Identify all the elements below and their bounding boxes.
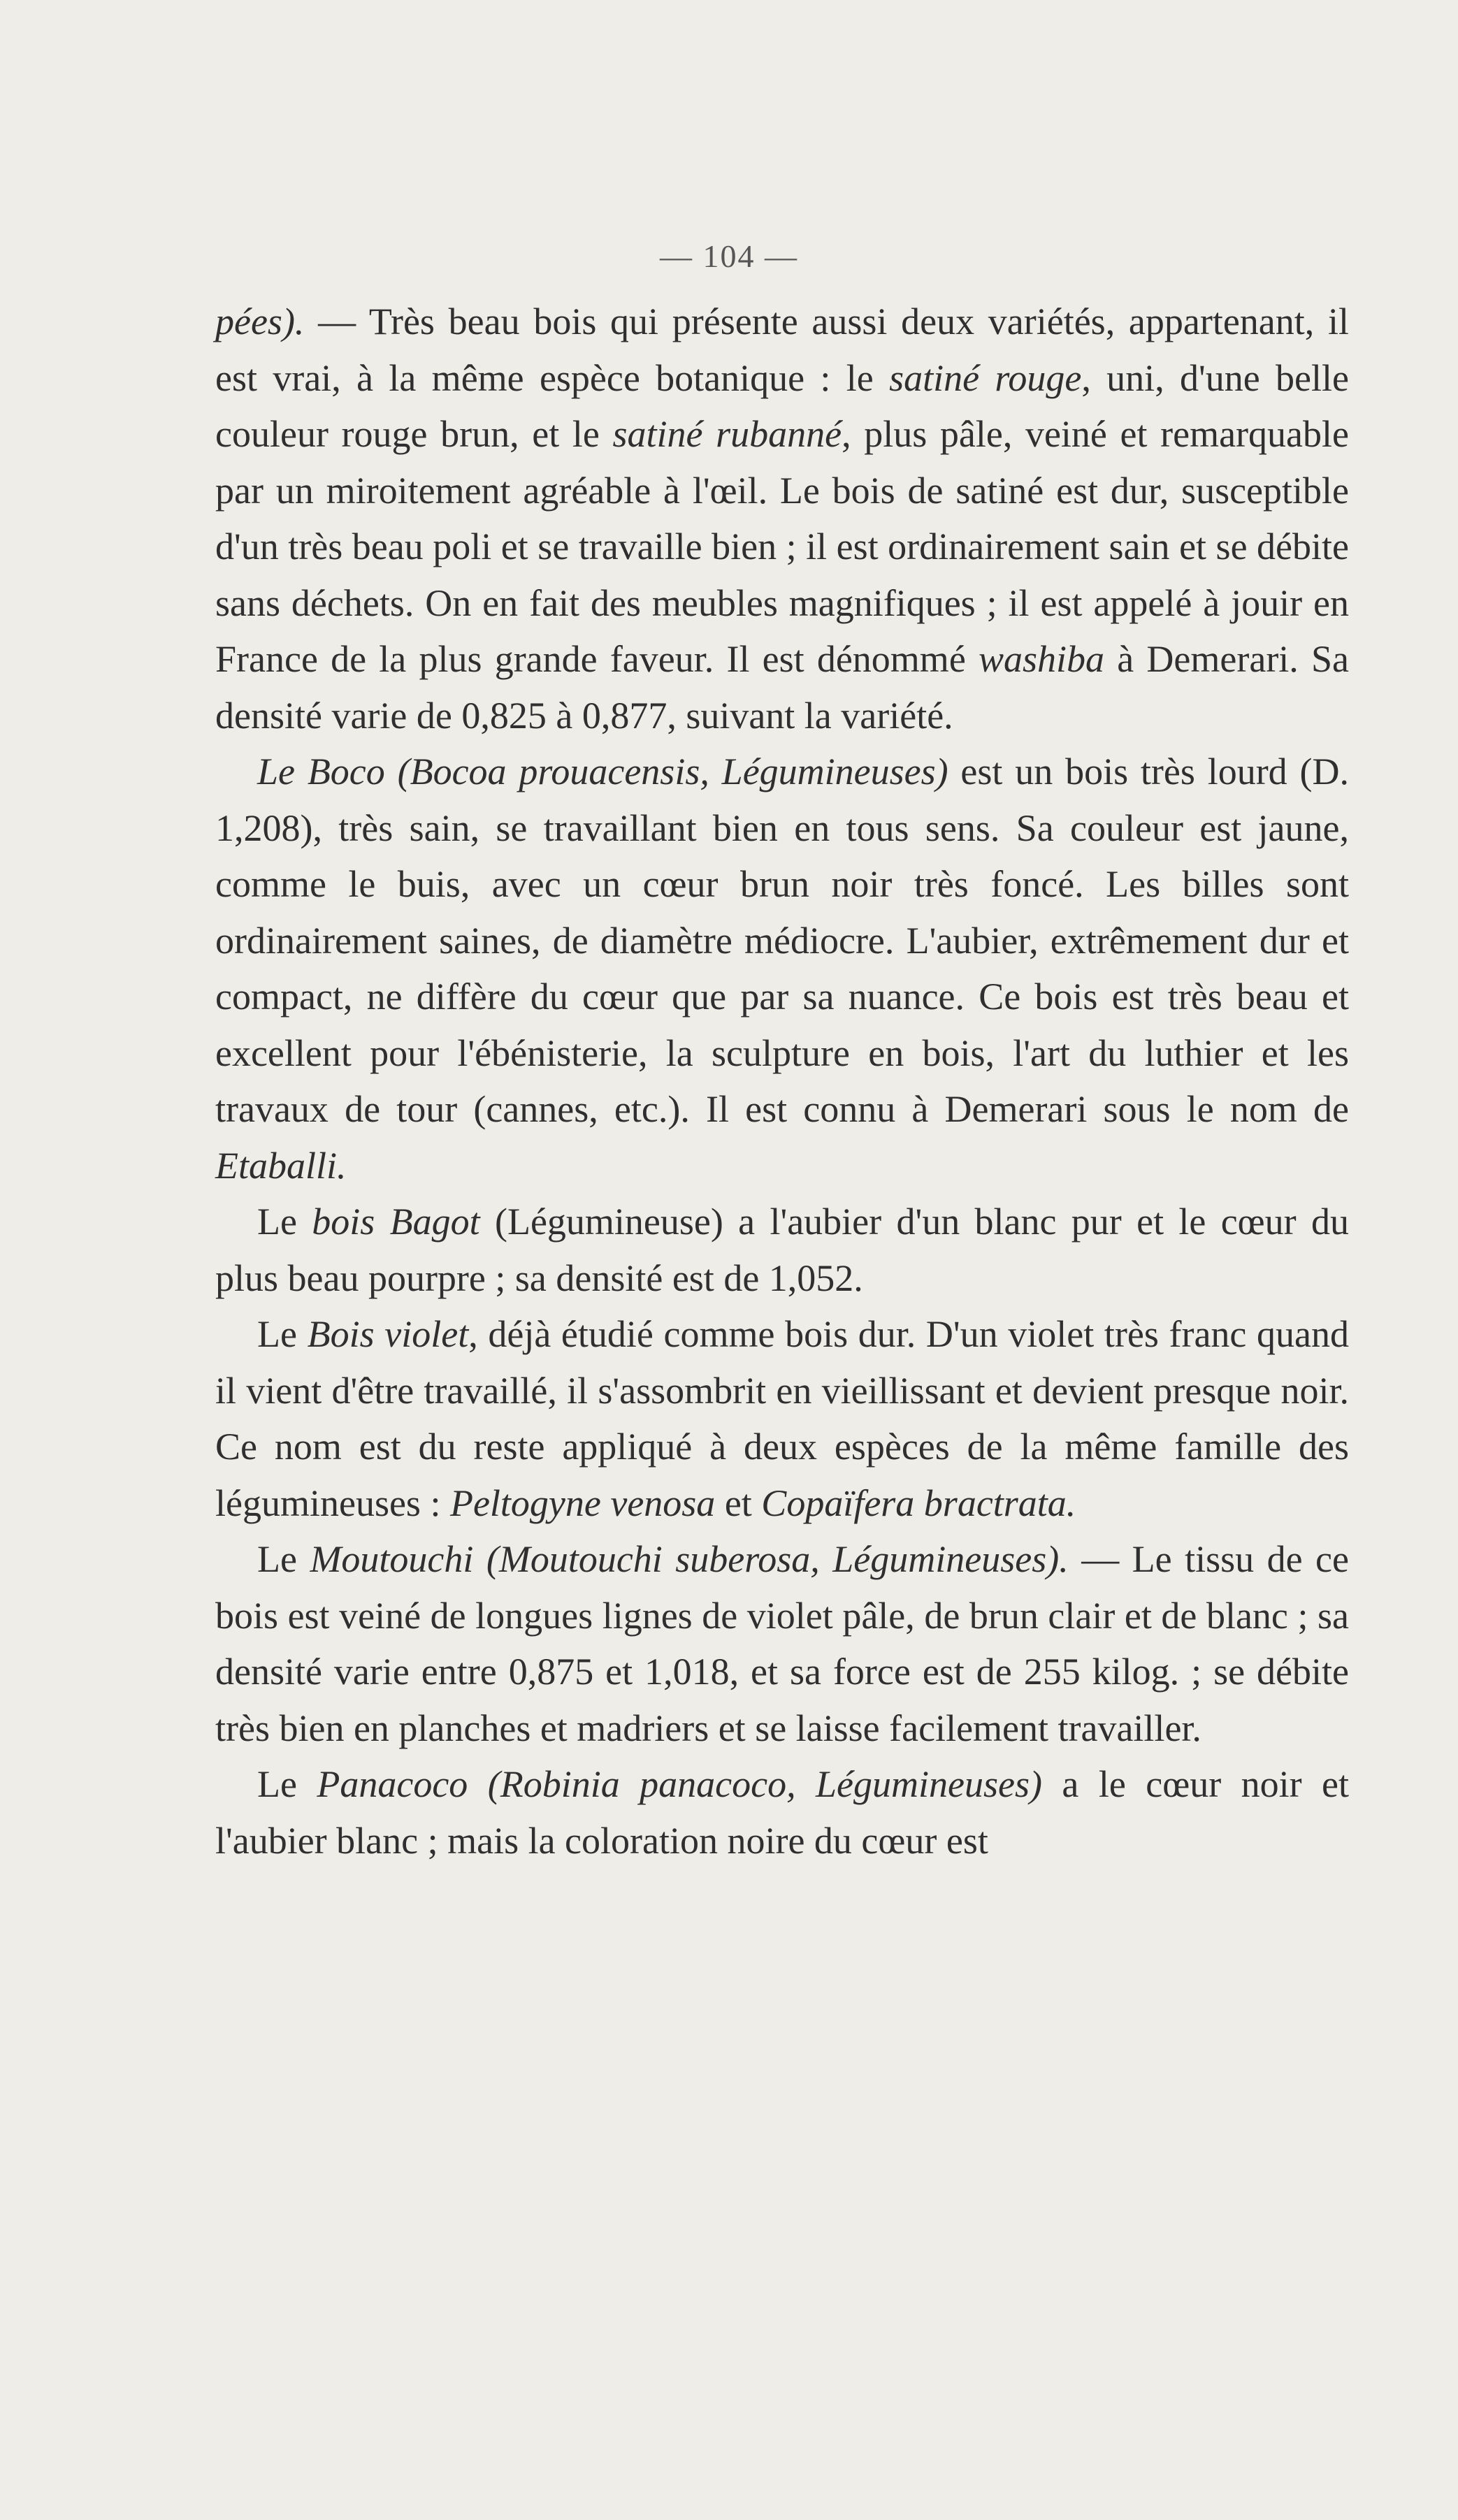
text-run: est un bois très lourd (D. 1,208), très sain, se travaillant bien en tous sens. Sa couleur est jaune, comme le buis, avec un cœur brun noir très foncé. Les billes sont ordinairement saines, de diamètre médiocre. L'aubier, extrêmement dur et compact, ne diffère du cœur que par sa nuance. Ce bois est très beau et excellent pour l'ébénisterie, la sculpture en bois, l'art du luthier et les travaux de tour (cannes, etc.). Il est connu à Demerari sous le nom de — [215, 751, 1349, 1130]
italic-term: Moutouchi (Moutouchi suberosa, Légumineuses). — [310, 1538, 1069, 1580]
text-run: Le — [257, 1538, 310, 1580]
text-run: à Demerari. Sa densité varie de 0,825 à 0,877, suivant la variété. — [215, 638, 1350, 737]
text-run: et — [715, 1482, 762, 1524]
text-run: — Très beau bois qui présente aussi deux variétés, appartenant, il est vrai, à la même espèce botanique : le — [215, 300, 1349, 399]
text-run: (Légumineuse) a l'aubier d'un blanc pur et le cœur du plus beau pourpre ; sa densité est de 1,052. — [215, 1201, 1349, 1299]
page-number: — 104 — — [660, 238, 798, 274]
italic-term: Peltogyne venosa — [449, 1482, 716, 1524]
italic-term: Le Boco (Bocoa prouacensis, Légumineuses) — [257, 751, 948, 792]
text-run: Le — [257, 1313, 308, 1355]
paragraph-boco — [215, 744, 1349, 1194]
italic-term: Etaballi. — [215, 1144, 347, 1187]
text-run: Le — [257, 1763, 317, 1805]
text-run: — Le tissu de ce bois est veiné de longues lignes de violet pâle, de brun clair et de blanc ; sa densité varie entre 0,875 et 1,018, et sa force est de 255 kilog. ; se débite très bien en planches et madriers et se laisse facilement travailler. — [215, 1538, 1349, 1749]
text-run: Le — [257, 1201, 312, 1243]
italic-term: Bois violet — [307, 1313, 469, 1355]
paragraph-panacoco — [215, 1756, 1349, 1869]
paragraph-violet — [215, 1306, 1349, 1531]
body-text — [215, 294, 1349, 1869]
italic-term: Copaïfera bractrata. — [761, 1482, 1076, 1524]
text-run: , plus pâle, veiné et remarquable par un miroitement agréable à l'œil. Le bois de satiné est dur, susceptible d'un très beau poli et se travaille bien ; il est ordinairement sain et se débite sans déchets. On en fait des meubles magnifiques ; il est appelé à jouir en France de la plus grande faveur. Il est dénommé — [215, 413, 1349, 680]
text-run: , déjà étudié comme bois dur. D'un violet très franc quand il vient d'être travaillé, il s'assombrit en vieillissant et devient presque noir. Ce nom est du reste appliqué à deux espèces de la même famille des légumineuses : — [215, 1313, 1350, 1524]
paragraph-satine — [215, 294, 1349, 744]
italic-term: satiné rouge — [889, 356, 1082, 399]
italic-term: washiba — [979, 638, 1105, 680]
text-run: , uni, d'une belle couleur rouge brun, et le — [215, 356, 1349, 455]
italic-term: bois Bagot — [312, 1201, 480, 1243]
paragraph-bagot — [215, 1194, 1349, 1306]
italic-term: pées). — [215, 300, 305, 342]
italic-term: satiné rubanné — [612, 413, 842, 455]
italic-term: Panacoco (Robinia panacoco, Légumineuses) — [317, 1763, 1042, 1805]
paragraph-moutouchi — [215, 1531, 1349, 1756]
text-run: a le cœur noir et l'aubier blanc ; mais la coloration noire du cœur est — [215, 1763, 1350, 1862]
